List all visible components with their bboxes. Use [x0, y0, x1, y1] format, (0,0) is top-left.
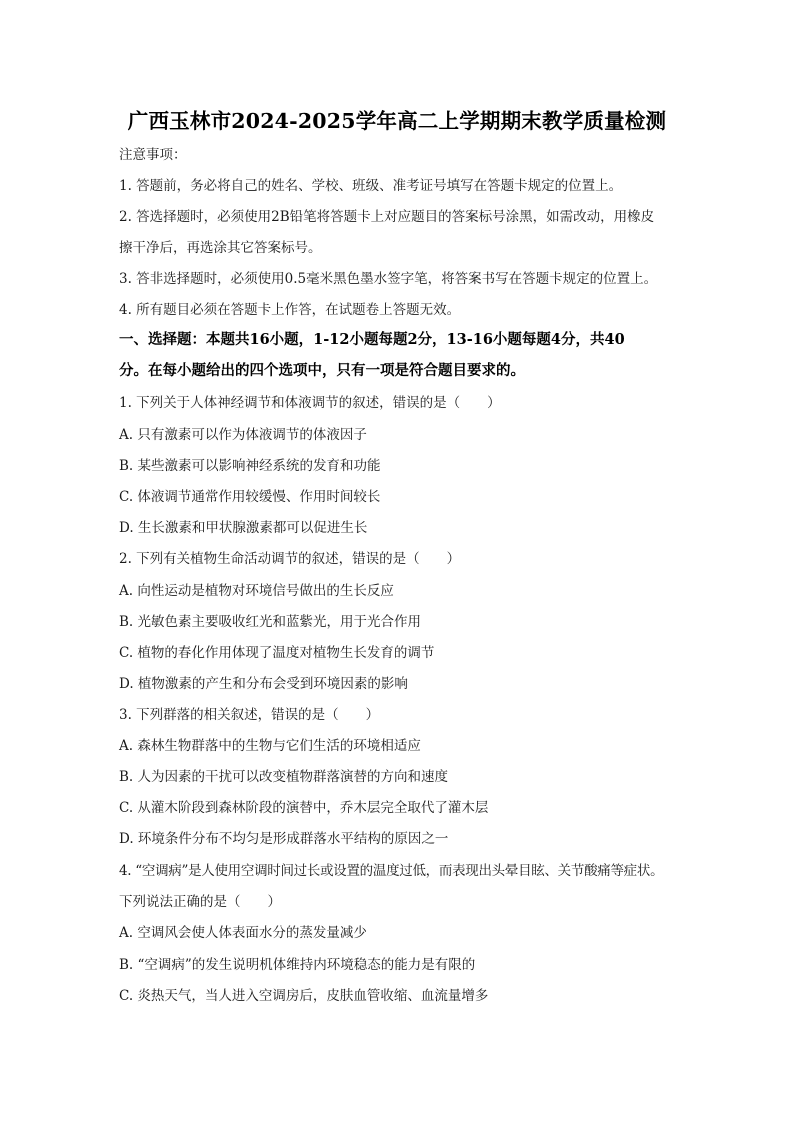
question-4-stem-line-1: 4. “空调病”是人使用空调时间过长或设置的温度过低，而表现出头晕目眩、关节酸痛等症状。 [119, 863, 664, 879]
question-2-option-c: C. 植物的春化作用体现了温度对植物生长发育的调节 [119, 645, 435, 661]
question-1-option-b: B. 某些激素可以影响神经系统的发育和功能 [119, 458, 381, 474]
question-4-option-a: A. 空调风会使人体表面水分的蒸发量减少 [119, 925, 367, 941]
question-2-option-a: A. 向性运动是植物对环境信号做出的生长反应 [119, 583, 394, 599]
notice-heading: 注意事项： [119, 147, 187, 163]
question-1-stem: 1. 下列关于人体神经调节和体液调节的叙述，错误的是（ ） [119, 395, 501, 411]
question-4-option-c: C. 炎热天气，当人进入空调房后，皮肤血管收缩、血流量增多 [119, 988, 489, 1004]
notice-item-4: 4. 所有题目必须在答题卡上作答，在试题卷上答题无效。 [119, 302, 461, 318]
notice-item-1: 1. 答题前，务必将自己的姓名、学校、班级、准考证号填写在答题卡规定的位置上。 [119, 178, 623, 194]
question-4-stem-line-2: 下列说法正确的是（ ） [119, 894, 281, 910]
question-1-option-d: D. 生长激素和甲状腺激素都可以促进生长 [119, 520, 368, 536]
question-3-option-a: A. 森林生物群落中的生物与它们生活的环境相适应 [119, 738, 421, 754]
notice-item-2: 2. 答选择题时，必须使用2B铅笔将答题卡上对应题目的答案标号涂黑，如需改动，用橡皮 [119, 209, 655, 225]
notice-item-2-continued: 擦干净后，再选涂其它答案标号。 [119, 240, 322, 256]
question-4-option-b: B. “空调病”的发生说明机体维持内环境稳态的能力是有限的 [119, 957, 476, 973]
question-2-option-b: B. 光敏色素主要吸收红光和蓝紫光，用于光合作用 [119, 614, 422, 630]
section-heading-line-2: 分。在每小题给出的四个选项中，只有一项是符合题目要求的。 [119, 362, 525, 379]
question-3-option-b: B. 人为因素的干扰可以改变植物群落演替的方向和速度 [119, 769, 449, 785]
question-3-option-c: C. 从灌木阶段到森林阶段的演替中，乔木层完全取代了灌木层 [119, 800, 489, 816]
question-1-option-a: A. 只有激素可以作为体液调节的体液因子 [119, 427, 367, 443]
section-heading-line-1: 一、选择题：本题共16小题，1-12小题每题2分，13-16小题每题4分，共40 [119, 331, 625, 348]
question-3-stem: 3. 下列群落的相关叙述，错误的是（ ） [119, 707, 380, 723]
question-3-option-d: D. 环境条件分布不均匀是形成群落水平结构的原因之一 [119, 831, 449, 847]
question-2-option-d: D. 植物激素的产生和分布会受到环境因素的影响 [119, 676, 408, 692]
question-1-option-c: C. 体液调节通常作用较缓慢、作用时间较长 [119, 489, 381, 505]
exam-title: 广西玉林市2024-2025学年高二上学期期末教学质量检测 [127, 109, 667, 133]
question-2-stem: 2. 下列有关植物生命活动调节的叙述，错误的是（ ） [119, 551, 461, 567]
notice-item-3: 3. 答非选择题时，必须使用0.5毫米黑色墨水签字笔，将答案书写在答题卡规定的位置上。 [119, 271, 658, 287]
